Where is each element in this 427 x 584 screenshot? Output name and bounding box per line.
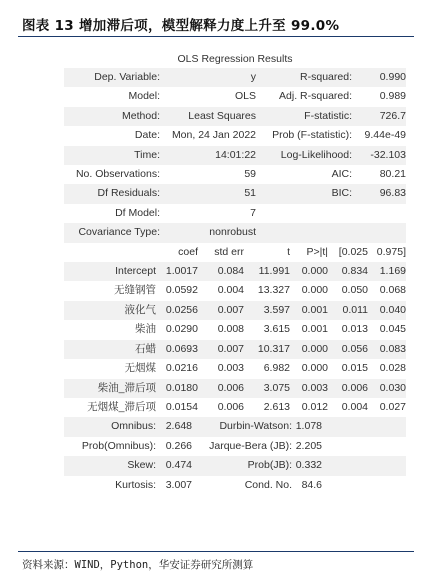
- diagnostic-row: [64, 476, 406, 495]
- coef-value: 0.0592: [165, 284, 198, 297]
- summary-value: 0.990: [352, 68, 406, 87]
- p-value: 0.000: [290, 262, 328, 281]
- summary-label: Prob (F-statistic):: [272, 129, 352, 142]
- ci-low-value: 0.004: [341, 400, 368, 413]
- variable-name: Intercept: [64, 262, 156, 281]
- coef-row: [64, 359, 406, 378]
- diagnostic-label: Kurtosis:: [115, 478, 156, 491]
- coef-value: 0.0154: [165, 400, 198, 413]
- footer-divider: [18, 551, 414, 552]
- diagnostic-label: Cond. No.: [244, 478, 292, 491]
- summary-value: 726.7: [352, 107, 406, 126]
- summary-value: nonrobust: [160, 223, 256, 242]
- summary-row: [64, 68, 406, 87]
- summary-label: Method:: [64, 107, 160, 126]
- t-value: 10.317: [244, 340, 290, 359]
- coef-value: 0.0216: [165, 362, 198, 375]
- p-value: 0.001: [301, 323, 328, 336]
- ci-high-value: 0.083: [368, 340, 406, 359]
- summary-value: 59: [244, 168, 256, 181]
- ci-high-value: 0.040: [368, 301, 406, 320]
- diagnostic-value: 0.474: [156, 456, 192, 475]
- std-err-value: 0.004: [217, 284, 244, 297]
- ci-high-value: 0.045: [379, 323, 406, 336]
- coef-header: std err: [214, 245, 244, 258]
- model-summary-table: [64, 68, 406, 243]
- ci-low-value: 0.834: [328, 262, 368, 281]
- coef-value: 1.0017: [156, 262, 198, 281]
- t-value: 11.991: [244, 262, 290, 281]
- ci-low-value: 0.056: [328, 340, 368, 359]
- p-value: 0.000: [290, 340, 328, 359]
- coef-row: [64, 340, 406, 359]
- p-value: 0.000: [301, 284, 328, 297]
- summary-value: 51: [160, 184, 256, 203]
- ci-low-value: 0.013: [341, 323, 368, 336]
- ci-high-value: 0.068: [379, 284, 406, 297]
- summary-label: Log-Likelihood:: [256, 146, 352, 165]
- coef-value: 0.0256: [156, 301, 198, 320]
- summary-label: F-statistic:: [256, 107, 352, 126]
- summary-row: [64, 146, 406, 165]
- summary-label: Date:: [134, 129, 160, 142]
- std-err-value: 0.084: [198, 262, 244, 281]
- t-value: 3.075: [244, 379, 290, 398]
- summary-row: [64, 87, 406, 106]
- ci-low-value: 0.011: [328, 301, 368, 320]
- coef-row: [64, 301, 406, 320]
- summary-label: R-squared:: [256, 68, 352, 87]
- coefficients-table: [64, 243, 406, 418]
- std-err-value: 0.007: [198, 340, 244, 359]
- std-err-value: 0.007: [198, 301, 244, 320]
- summary-label: Df Model:: [115, 206, 160, 219]
- ci-low-value: 0.050: [341, 284, 368, 297]
- figure-header: [0, 0, 427, 40]
- summary-label: Df Residuals:: [64, 184, 160, 203]
- diagnostic-value: 0.332: [292, 456, 322, 475]
- regression-results: [64, 50, 406, 495]
- coef-value: 0.0693: [156, 340, 198, 359]
- summary-row: [64, 165, 406, 184]
- ci-low-value: 0.015: [341, 362, 368, 375]
- t-value: 3.615: [263, 323, 290, 336]
- coef-row: [64, 320, 406, 339]
- summary-label: Covariance Type:: [64, 223, 160, 242]
- diagnostic-value: 84.6: [301, 478, 322, 491]
- coef-header: P>|t|: [306, 245, 328, 258]
- diagnostic-value: 3.007: [165, 478, 192, 491]
- title-divider: [18, 36, 414, 37]
- coef-row: [64, 262, 406, 281]
- summary-value: 0.989: [379, 90, 406, 103]
- diagnostic-row: [64, 437, 406, 456]
- summary-label: No. Observations:: [75, 168, 160, 181]
- coef-header: [0.025: [338, 245, 368, 258]
- summary-label: Model:: [128, 90, 160, 103]
- summary-label: BIC:: [256, 184, 352, 203]
- variable-name: 柴油: [135, 323, 156, 336]
- diagnostic-label: Prob(Omnibus):: [81, 439, 156, 452]
- diagnostic-label: Durbin-Watson:: [192, 417, 292, 436]
- diagnostic-row: [64, 417, 406, 436]
- p-value: 0.000: [301, 362, 328, 375]
- summary-row: [64, 126, 406, 145]
- std-err-value: 0.006: [217, 400, 244, 413]
- summary-value: 7: [250, 206, 256, 219]
- diagnostics-table: [64, 417, 406, 495]
- p-value: 0.012: [301, 400, 328, 413]
- diagnostic-label: Prob(JB):: [192, 456, 292, 475]
- ci-high-value: 1.169: [368, 262, 406, 281]
- t-value: 2.613: [263, 400, 290, 413]
- summary-value: Mon, 24 Jan 2022: [171, 129, 256, 142]
- std-err-value: 0.006: [198, 379, 244, 398]
- ci-low-value: 0.006: [328, 379, 368, 398]
- summary-label: Time:: [64, 146, 160, 165]
- ci-high-value: 0.028: [379, 362, 406, 375]
- summary-row: [64, 107, 406, 126]
- variable-name: 无缝钢管: [114, 284, 156, 297]
- summary-value: 80.21: [379, 168, 406, 181]
- coef-value: 0.0180: [156, 379, 198, 398]
- variable-name: 无烟煤_滞后项: [87, 400, 156, 413]
- coef-header: coef: [178, 245, 198, 258]
- diagnostic-value: 1.078: [292, 417, 322, 436]
- variable-name: 无烟煤: [124, 362, 156, 375]
- std-err-value: 0.008: [217, 323, 244, 336]
- diagnostic-label: Skew:: [64, 456, 156, 475]
- summary-value: OLS: [234, 90, 256, 103]
- figure-title: 图表 13 增加滞后项，模型解释力度上升至 99.0%: [22, 18, 340, 34]
- variable-name: 液化气: [64, 301, 156, 320]
- coef-value: 0.0290: [165, 323, 198, 336]
- variable-name: 柴油_滞后项: [64, 379, 156, 398]
- summary-label: Adj. R-squared:: [279, 90, 352, 103]
- diagnostic-value: 0.266: [165, 439, 192, 452]
- summary-row: [64, 204, 406, 223]
- t-value: 6.982: [263, 362, 290, 375]
- variable-name: 石蜡: [64, 340, 156, 359]
- summary-label: AIC:: [331, 168, 352, 181]
- summary-value: y: [160, 68, 256, 87]
- coef-row: [64, 398, 406, 417]
- p-value: 0.001: [290, 301, 328, 320]
- summary-value: -32.103: [352, 146, 406, 165]
- t-value: 13.327: [257, 284, 290, 297]
- summary-row: [64, 184, 406, 203]
- coef-row: [64, 281, 406, 300]
- source-note: 资料来源：WIND，Python，华安证券研究所测算: [22, 559, 254, 571]
- summary-value: 96.83: [352, 184, 406, 203]
- results-caption: OLS Regression Results: [177, 53, 293, 65]
- coef-header: t: [287, 245, 290, 258]
- coef-header: 0.975]: [376, 245, 406, 258]
- t-value: 3.597: [244, 301, 290, 320]
- summary-row: [64, 223, 406, 242]
- diagnostic-row: [64, 456, 406, 475]
- diagnostic-value: 2.648: [156, 417, 192, 436]
- coef-header-row: [64, 243, 406, 262]
- p-value: 0.003: [290, 379, 328, 398]
- ci-high-value: 0.030: [368, 379, 406, 398]
- diagnostic-label: Jarque-Bera (JB):: [209, 439, 292, 452]
- summary-label: Dep. Variable:: [64, 68, 160, 87]
- diagnostic-value: 2.205: [295, 439, 322, 452]
- summary-value: 9.44e-49: [364, 129, 406, 142]
- std-err-value: 0.003: [217, 362, 244, 375]
- summary-value: Least Squares: [160, 107, 256, 126]
- coef-row: [64, 379, 406, 398]
- summary-value: 14:01:22: [160, 146, 256, 165]
- ci-high-value: 0.027: [379, 400, 406, 413]
- diagnostic-label: Omnibus:: [64, 417, 156, 436]
